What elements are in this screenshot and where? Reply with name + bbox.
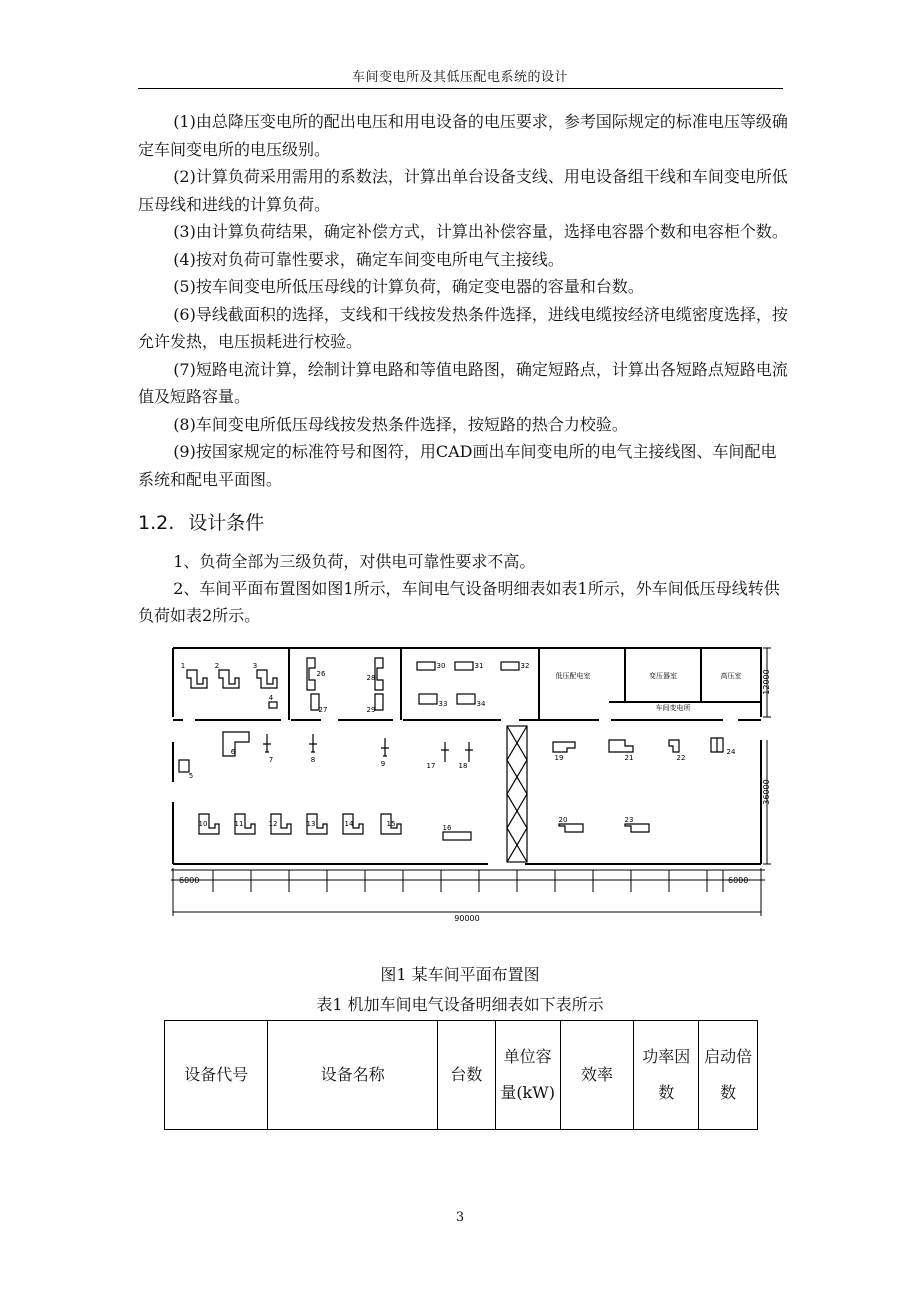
machine-label: 16 [442,824,452,832]
dim-36000: 36000 [762,779,771,805]
machine-label: 5 [188,772,194,780]
section-title: 设计条件 [188,512,265,534]
room-transformer: 变压器室 [649,672,677,680]
step-6: (6)导线截面积的选择，支线和干线按发热条件选择，进线电缆按经济电缆密度选择，按允许发热，电压损耗进行校验。 [138,304,788,351]
design-steps [138,108,788,493]
machine-label: 27 [318,706,328,714]
machine-label: 14 [344,820,354,828]
machine-label: 18 [458,762,468,770]
dim-6000-left: 6000 [179,876,200,885]
header-rule [138,88,783,89]
machine-label: 8 [310,756,316,764]
step-3: (3)由计算负荷结果，确定补偿方式，计算出补偿容量，选择电容器个数和电容柜个数。 [173,222,788,241]
machine-label: 30 [436,662,446,670]
step-4: (4)按对负荷可靠性要求，确定车间变电所电气主接线。 [173,249,564,269]
col-name: 设备名称 [268,1021,438,1130]
section-number: 1.2. [138,512,175,534]
design-conditions [138,548,788,629]
dim-12000: 12000 [762,669,771,695]
col-count: 台数 [438,1021,496,1130]
table-header-row [165,1021,758,1130]
machine-label: 22 [676,754,686,762]
machine-label: 26 [316,670,326,678]
col-power-factor: 功率因数 [634,1021,699,1130]
machine-label: 2 [214,662,220,670]
machine-label: 4 [268,694,274,702]
step-9: (9)按国家规定的标准符号和图符，用CAD画出车间变电所的电气主接线图、车间配电系统和配电平面图。 [138,442,777,489]
machine-label: 19 [554,754,564,762]
dim-90000: 90000 [454,914,480,922]
machine-label: 24 [726,748,736,756]
machine-label: 3 [252,662,258,670]
workshop-floor-plan [163,642,773,922]
machine-label: 33 [438,700,448,708]
page-number: 3 [455,1210,465,1225]
machine-label: 7 [268,756,274,764]
machine-label: 13 [306,820,316,828]
machine-label: 20 [558,816,568,824]
machine-label: 32 [520,662,530,670]
machine-label: 31 [474,662,484,670]
condition-1: 1、负荷全部为三级负荷，对供电可靠性要求不高。 [173,552,536,571]
step-7: (7)短路电流计算，绘制计算电路和等值电路图，确定短路点，计算出各短路点短路电流值及短路容量。 [138,359,788,406]
machine-label: 6 [230,748,236,756]
machine-label: 17 [426,762,436,770]
section-heading [138,508,264,535]
room-low-voltage: 低压配电室 [555,672,591,680]
machine-label: 10 [198,820,208,828]
equipment-table [164,1020,758,1130]
col-capacity: 单位容量(kW) [495,1021,560,1130]
substation-label: 车间变电所 [655,704,691,712]
condition-2: 2、车间平面布置图如图1所示，车间电气设备明细表如表1所示，外车间低压母线转供负荷如表2所示。 [138,579,780,625]
machine-label: 9 [380,760,386,768]
machine-label: 29 [366,706,376,714]
table-caption: 表1 机加车间电气设备明细表如下表所示 [316,995,604,1014]
dim-6000-right: 6000 [728,876,749,885]
page-header: 车间变电所及其低压配电系统的设计 [351,70,568,85]
room-high-voltage: 高压室 [720,672,742,680]
step-1: (1)由总降压变电所的配出电压和用电设备的电压要求，参考国际规定的标准电压等级确定车间变电所的电压级别。 [138,112,788,159]
col-code: 设备代号 [165,1021,268,1130]
machine-label: 12 [268,820,278,828]
machine-label: 28 [366,674,376,682]
machine-label: 34 [476,700,486,708]
machine-label: 11 [234,820,244,828]
col-start-multiple: 启动倍数 [699,1021,758,1130]
col-efficiency: 效率 [560,1021,634,1130]
machine-label: 1 [180,662,186,670]
machine-label: 23 [624,816,634,824]
step-8: (8)车间变电所低压母线按发热条件选择，按短路的热合力校验。 [173,414,628,434]
machine-label: 15 [386,820,396,828]
figure-caption: 图1 某车间平面布置图 [380,965,540,984]
step-2: (2)计算负荷采用需用的系数法，计算出单台设备支线、用电设备组干线和车间变电所低压母线和进线的计算负荷。 [138,167,788,214]
step-5: (5)按车间变电所低压母线的计算负荷，确定变电器的容量和台数。 [173,277,644,296]
machine-label: 21 [624,754,634,762]
